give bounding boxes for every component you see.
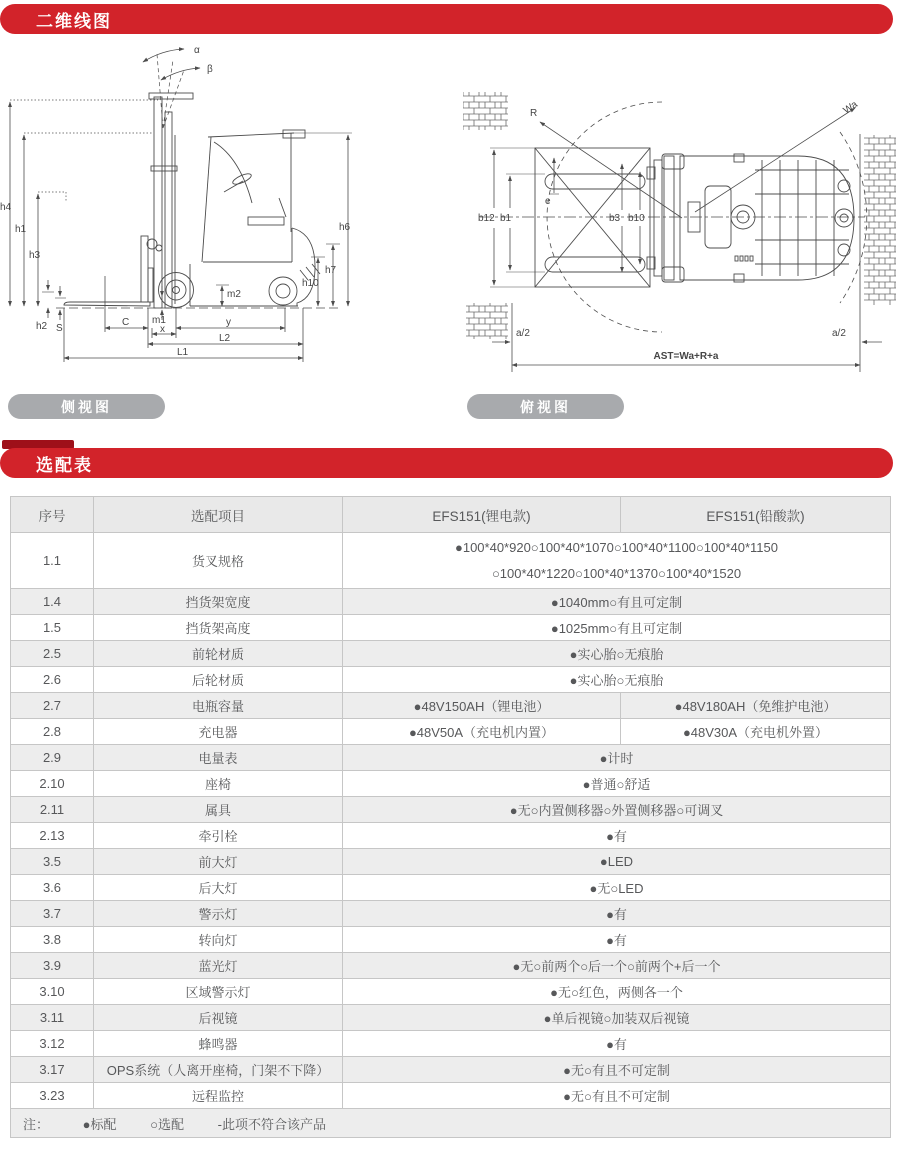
cell-row-no: 2.5 [11, 641, 94, 667]
cell-value-leadacid: ●48V30A（充电机外置） [621, 719, 891, 745]
cell-item: 前大灯 [94, 849, 343, 875]
table-row [11, 667, 891, 693]
value-line: ○100*40*1220○100*40*1370○100*40*1520 [491, 565, 742, 581]
table-row [11, 849, 891, 875]
cell-item: 挡货架高度 [94, 615, 343, 641]
top-view-drawing [450, 60, 900, 430]
table-row [11, 693, 891, 719]
cell-row-no: 3.11 [11, 1005, 94, 1031]
dim-label-b12: b12 [478, 213, 495, 224]
cell-row-no: 3.5 [11, 849, 94, 875]
cell-row-no: 1.5 [11, 615, 94, 641]
dim-label-l1: L1 [177, 347, 189, 358]
dim-label-h4: h4 [0, 202, 12, 213]
forklift-top-art [647, 154, 854, 282]
column-header-no: 序号 [11, 497, 94, 533]
cell-value: ●无○红色，两侧各一个 [343, 979, 891, 1005]
cell-value: ●无○有且不可定制 [343, 1057, 891, 1083]
cell-row-no: 2.9 [11, 745, 94, 771]
dim-label-m1: m1 [152, 315, 166, 326]
cell-row-no: 2.11 [11, 797, 94, 823]
cell-value: ●有 [343, 901, 891, 927]
cell-item: 蜂鸣器 [94, 1031, 343, 1057]
section-banner-2d-diagram [0, 4, 893, 34]
dim-label-m2: m2 [227, 289, 241, 300]
cell-item: 电量表 [94, 745, 343, 771]
tilt-angle-arrows [143, 49, 200, 80]
section-title-options: 选配表 [36, 455, 93, 475]
options-table [10, 496, 891, 1138]
table-row [11, 1083, 891, 1109]
cell-value: ●有 [343, 927, 891, 953]
dim-label-l2: L2 [219, 333, 231, 344]
cell-value-lithium: ●48V150AH（锂电池） [343, 693, 621, 719]
section-title-2d-diagram: 二维线图 [36, 11, 112, 31]
cell-item: OPS系统（人离开座椅，门架不下降） [94, 1057, 343, 1083]
cell-item: 属具 [94, 797, 343, 823]
section-banner-options [0, 448, 893, 478]
note-cell [11, 1109, 891, 1138]
dim-label-h1: h1 [15, 224, 27, 235]
cell-value: ●普通○舒适 [343, 771, 891, 797]
cell-item: 电瓶容量 [94, 693, 343, 719]
dim-label-a2-right: a/2 [832, 328, 846, 339]
note-prefix: 注： [23, 1116, 50, 1132]
table-row [11, 641, 891, 667]
dim-label-h10: h10 [302, 278, 319, 289]
table-row [11, 901, 891, 927]
table-row [11, 1031, 891, 1057]
dim-label-h6: h6 [339, 222, 351, 233]
cell-value: ●无○LED [343, 875, 891, 901]
cell-row-no: 3.9 [11, 953, 94, 979]
cell-row-no: 3.8 [11, 927, 94, 953]
cell-item: 后大灯 [94, 875, 343, 901]
table-row [11, 589, 891, 615]
dim-label-beta: β [207, 64, 213, 75]
cell-row-no: 1.1 [11, 533, 94, 589]
table-row [11, 533, 891, 589]
dim-label-y: y [226, 317, 231, 328]
cell-item: 区域警示灯 [94, 979, 343, 1005]
cell-item: 远程监控 [94, 1083, 343, 1109]
cell-item: 座椅 [94, 771, 343, 797]
cell-row-no: 1.4 [11, 589, 94, 615]
cell-row-no: 3.6 [11, 875, 94, 901]
dim-label-h2: h2 [36, 321, 48, 332]
table-row [11, 823, 891, 849]
dim-label-wa: Wa [841, 99, 860, 117]
column-header-leadacid-model: EFS151(铅酸款) [621, 497, 891, 533]
forklift-side-art [64, 93, 320, 308]
table-row [11, 1057, 891, 1083]
dim-label-c: C [122, 317, 130, 328]
table-row [11, 875, 891, 901]
dim-label-b1: b1 [500, 213, 512, 224]
side-view-drawing [0, 40, 450, 430]
cell-value-leadacid: ●48V180AH（免维护电池） [621, 693, 891, 719]
cell-item: 后视镜 [94, 1005, 343, 1031]
cell-row-no: 3.7 [11, 901, 94, 927]
cell-item: 后轮材质 [94, 667, 343, 693]
side-view-badge [8, 394, 165, 419]
cell-value: ●LED [343, 849, 891, 875]
cell-value-lithium: ●48V50A（充电机内置） [343, 719, 621, 745]
cell-value: ●有 [343, 1031, 891, 1057]
cell-value: ●无○有且不可定制 [343, 1083, 891, 1109]
dim-label-a2-left: a/2 [516, 328, 530, 339]
dim-label-ast: AST=Wa+R+a [653, 351, 719, 362]
cell-item: 充电器 [94, 719, 343, 745]
cell-row-no: 3.10 [11, 979, 94, 1005]
dim-label-x: x [160, 324, 165, 335]
table-row [11, 615, 891, 641]
table-row [11, 797, 891, 823]
value-line: ●100*40*920○100*40*1070○100*40*1100○100*40*1150 [454, 539, 778, 555]
cell-item: 转向灯 [94, 927, 343, 953]
table-row [11, 771, 891, 797]
dim-label-h3: h3 [29, 250, 41, 261]
cell-row-no: 2.13 [11, 823, 94, 849]
cell-row-no: 2.6 [11, 667, 94, 693]
table-row [11, 745, 891, 771]
cell-item: 警示灯 [94, 901, 343, 927]
header-row [11, 497, 891, 533]
table-row [11, 1005, 891, 1031]
note-standard-legend: ●标配 [82, 1116, 117, 1132]
dim-label-s: S [56, 323, 63, 334]
cell-item: 挡货架宽度 [94, 589, 343, 615]
dim-label-e: e [545, 196, 551, 207]
note-not-applicable-legend: -此项不符合该产品 [217, 1116, 326, 1132]
cell-value: ●计时 [343, 745, 891, 771]
cell-row-no: 2.10 [11, 771, 94, 797]
cell-value [343, 533, 891, 589]
cell-value: ●有 [343, 823, 891, 849]
cell-value: ●1040mm○有且可定制 [343, 589, 891, 615]
dim-label-alpha: α [194, 45, 200, 56]
cell-value: ●无○前两个○后一个○前两个+后一个 [343, 953, 891, 979]
cell-item: 牵引栓 [94, 823, 343, 849]
cell-value: ●实心胎○无痕胎 [343, 667, 891, 693]
dim-label-h7: h7 [325, 265, 337, 276]
cell-item: 蓝光灯 [94, 953, 343, 979]
top-view-badge-label: 俯视图 [520, 398, 571, 415]
radius-lines [540, 108, 855, 218]
lift-reference-lines [10, 100, 158, 202]
tilt-lines [157, 54, 184, 128]
table-row [11, 927, 891, 953]
table-row [11, 719, 891, 745]
cell-value: ●无○内置侧移器○外置侧移器○可调叉 [343, 797, 891, 823]
cell-row-no: 3.12 [11, 1031, 94, 1057]
cell-row-no: 3.17 [11, 1057, 94, 1083]
cell-item: 货叉规格 [94, 533, 343, 589]
column-header-item: 选配项目 [94, 497, 343, 533]
table-row [11, 979, 891, 1005]
cell-row-no: 2.8 [11, 719, 94, 745]
cell-value: ●单后视镜○加装双后视镜 [343, 1005, 891, 1031]
cell-value: ●1025mm○有且可定制 [343, 615, 891, 641]
column-header-lithium-model: EFS151(锂电款) [343, 497, 621, 533]
dim-label-b10: b10 [628, 213, 645, 224]
top-view-badge [467, 394, 624, 419]
cell-value: ●实心胎○无痕胎 [343, 641, 891, 667]
table-row [11, 953, 891, 979]
cell-item: 前轮材质 [94, 641, 343, 667]
dim-label-r: R [530, 108, 538, 119]
dim-label-b3: b3 [609, 213, 621, 224]
cell-row-no: 2.7 [11, 693, 94, 719]
side-view-badge-label: 侧视图 [61, 398, 112, 415]
cell-row-no: 3.23 [11, 1083, 94, 1109]
note-row [11, 1109, 891, 1138]
note-optional-legend: ○选配 [150, 1116, 184, 1132]
wall-hatching [463, 92, 896, 339]
